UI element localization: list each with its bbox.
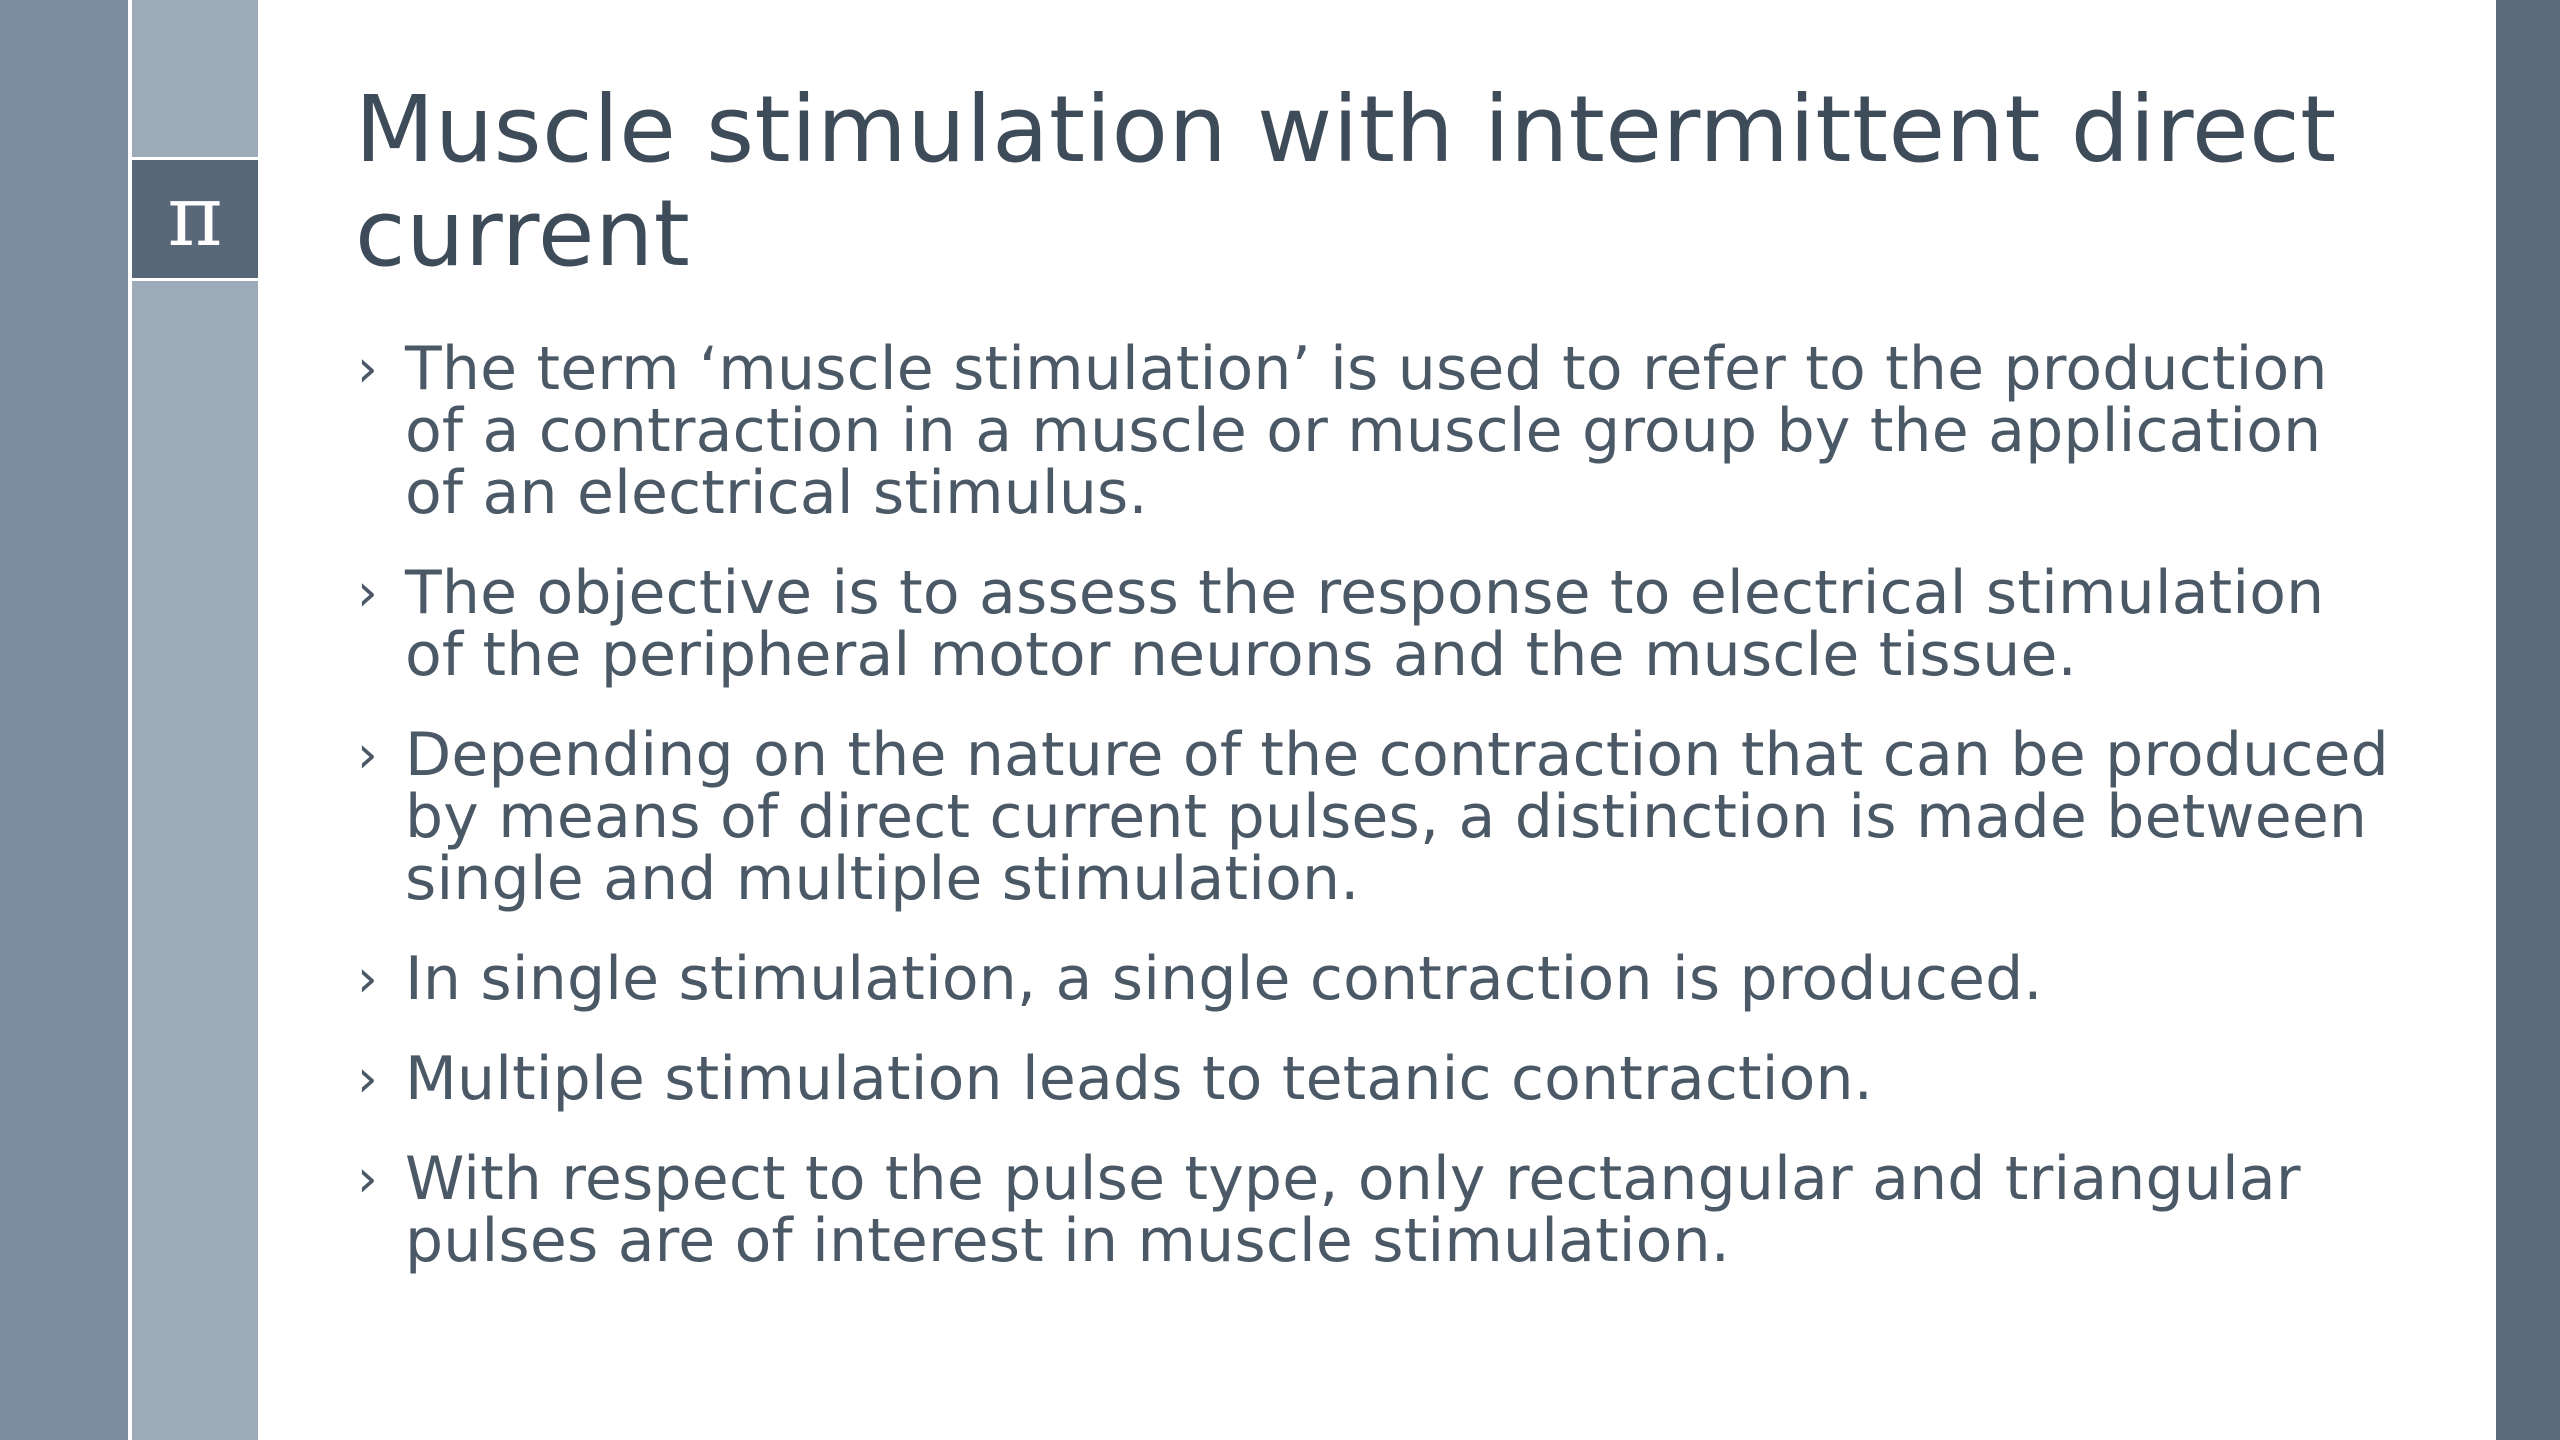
chevron-right-icon: ›: [357, 949, 378, 1009]
bullet-text: With respect to the pulse type, only rectangular and triangular pulses are of interest in muscle stimulation.: [405, 1144, 2301, 1276]
bullet-item: [355, 558, 2395, 690]
pi-symbol-icon: π: [167, 167, 223, 265]
bullet-text: Depending on the nature of the contraction that can be produced by means of direct current pulses, a distinction is made between single and multiple stimulation.: [405, 720, 2389, 914]
chevron-right-icon: ›: [357, 1149, 378, 1209]
bullet-item: [355, 944, 2395, 1014]
chevron-right-icon: ›: [357, 339, 378, 399]
bullet-item: [355, 720, 2395, 914]
bullet-text: The objective is to assess the response to electrical stimulation of the peripheral motor neurons and the muscle tissue.: [405, 558, 2325, 690]
bullet-text: Multiple stimulation leads to tetanic contraction.: [405, 1044, 1874, 1114]
bullet-text: The term ‘muscle stimulation’ is used to refer to the production of a contraction in a muscle or muscle group by the application of an electrical stimulus.: [405, 334, 2328, 528]
bullet-text: In single stimulation, a single contraction is produced.: [405, 944, 2043, 1014]
bullet-item: [355, 334, 2395, 528]
chevron-right-icon: ›: [357, 563, 378, 623]
chevron-right-icon: ›: [357, 725, 378, 785]
right-decorative-band: [2496, 0, 2560, 1440]
slide-content: [355, 78, 2395, 1310]
left-decorative-band: [0, 0, 128, 1440]
bullet-item: [355, 1144, 2395, 1276]
slide-title: Muscle stimulation with intermittent direct current: [355, 76, 2337, 287]
chevron-right-icon: ›: [357, 1049, 378, 1109]
bullet-item: [355, 1044, 2395, 1114]
bullet-list: [355, 334, 2395, 1276]
logo-badge: [132, 157, 258, 281]
